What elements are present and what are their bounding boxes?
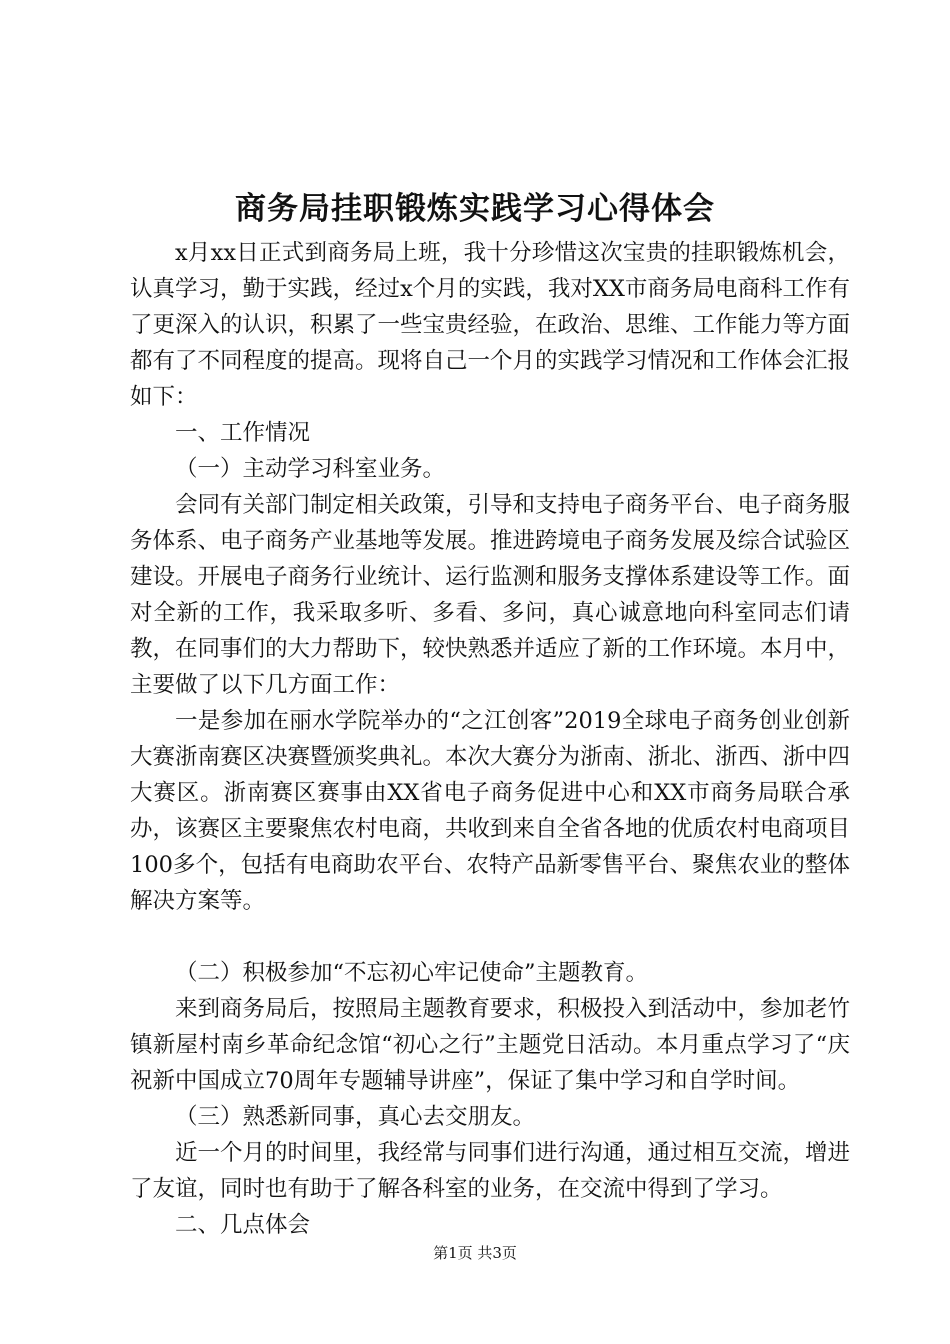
section-heading-insights: 二、几点体会 — [175, 1212, 311, 1238]
subsection-heading-1: （一）主动学习科室业务。 — [175, 456, 446, 482]
section-heading-work: 一、工作情况 — [175, 420, 311, 446]
document-title: 商务局挂职锻炼实践学习心得体会 — [235, 191, 715, 227]
blank-line — [130, 919, 850, 955]
subsection-heading-2: （二）积极参加“不忘初心牢记使命”主题教育。 — [175, 960, 649, 986]
paragraph-intro: x月xx日正式到商务局上班，我十分珍惜这次宝贵的挂职锻炼机会，认真学习，勤于实践，经过x个月的实践，我对XX市商务局电商科工作有了更深入的认识，积累了一些宝贵经验，在政治、思维、工作能力等方面都有了不同程度的提高。现将自己一个月的实践学习情况和工作体会汇报如下： — [130, 240, 851, 410]
page-footer: 第1页 共3页 — [433, 1244, 517, 1262]
paragraph-contest: 一是参加在丽水学院举办的“之江创客”2019全球电子商务创业创新大赛浙南赛区决赛暨颁奖典礼。本次大赛分为浙南、浙北、浙西、浙中四大赛区。浙南赛区赛事由XX省电子商务促进中心和XX市商务局联合承办，该赛区主要聚焦农村电商，共收到来自全省各地的优质农村电商项目100多个，包括有电商助农平台、农特产品新零售平台、聚焦农业的整体解决方案等。 — [130, 708, 851, 914]
subsection-heading-3: （三）熟悉新同事，真心去交朋友。 — [175, 1104, 536, 1130]
document-body — [130, 235, 850, 1243]
paragraph-duties: 会同有关部门制定相关政策，引导和支持电子商务平台、电子商务服务体系、电子商务产业基地等发展。推进跨境电子商务发展及综合试验区建设。开展电子商务行业统计、运行监测和服务支撑体系建设等工作。面对全新的工作，我采取多听、多看、多问，真心诚意地向科室同志们请教，在同事们的大力帮助下，较快熟悉并适应了新的工作环境。本月中，主要做了以下几方面工作： — [130, 492, 851, 698]
paragraph-education: 来到商务局后，按照局主题教育要求，积极投入到活动中，参加老竹镇新屋村南乡革命纪念馆“初心之行”主题党日活动。本月重点学习了“庆祝新中国成立70周年专题辅导讲座”，保证了集中学习和自学时间。 — [130, 996, 851, 1094]
paragraph-colleagues: 近一个月的时间里，我经常与同事们进行沟通，通过相互交流，增进了友谊，同时也有助于了解各科室的业务，在交流中得到了学习。 — [130, 1140, 851, 1202]
